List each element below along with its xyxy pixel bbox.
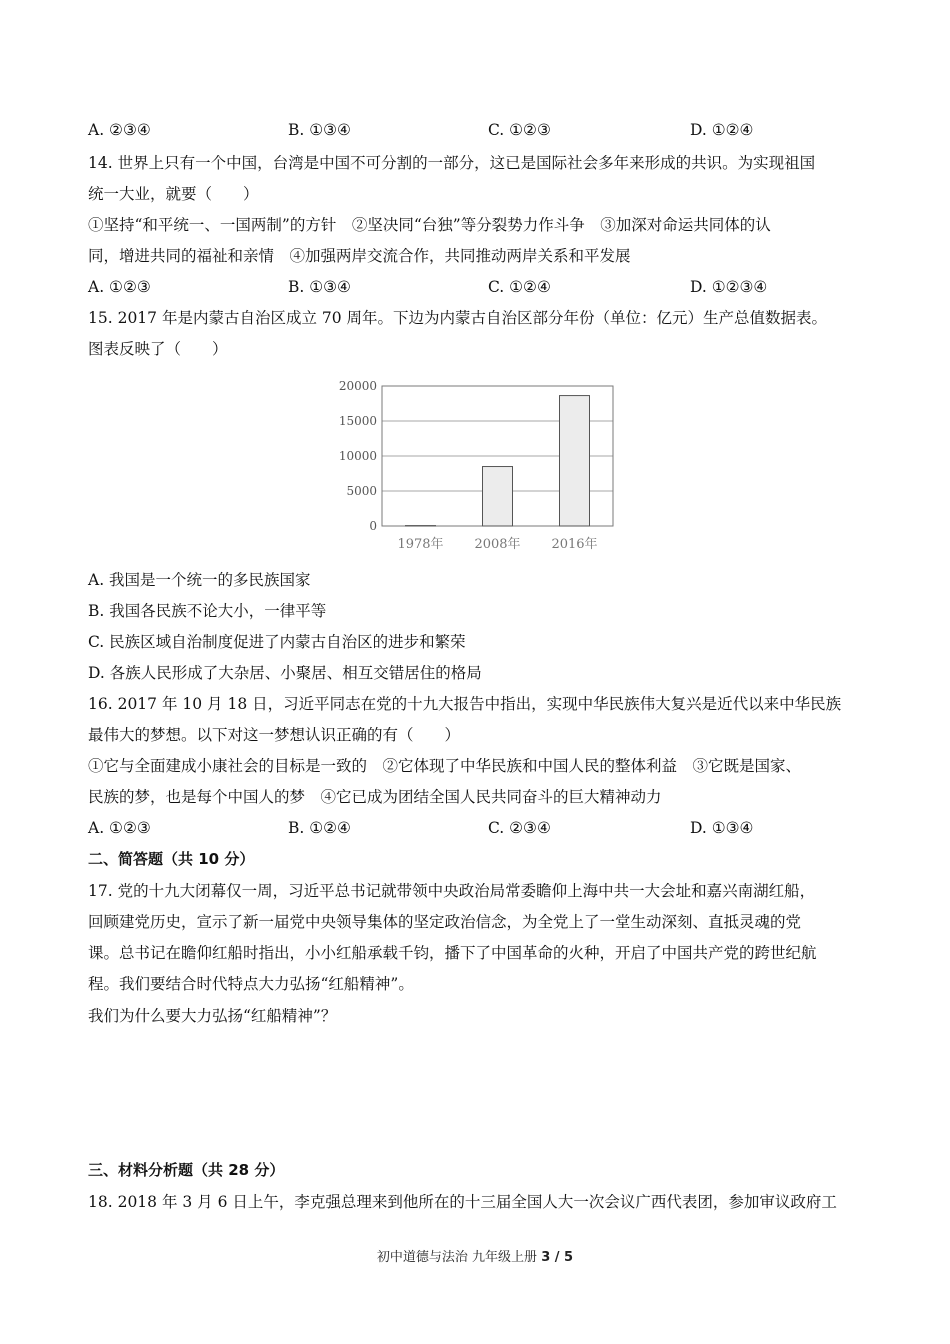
q15-option-d: D. 各族人民形成了大杂居、小聚居、相互交错居住的格局 — [88, 664, 482, 682]
page-number: 3 / 5 — [541, 1250, 574, 1265]
y-tick-label: 20000 — [338, 379, 377, 393]
section-2-heading: 二、简答题（共 10 分） — [88, 850, 255, 868]
bar — [483, 467, 513, 526]
y-tick-label: 15000 — [338, 414, 377, 428]
q14-statements-line-2: 同，增进共同的福祉和亲情 ④加强两岸交流合作，共同推动两岸关系和平发展 — [88, 247, 631, 265]
q14-option-b: B. ①③④ — [288, 278, 351, 296]
y-tick-label: 10000 — [338, 449, 377, 463]
q17-stem-line-3: 课。总书记在瞻仰红船时指出，小小红船承载千钧，播下了中国革命的火种，开启了中国共产党的跨世纪航 — [88, 944, 817, 962]
q13-option-b: B. ①③④ — [288, 121, 351, 139]
q16-statements-line-2: 民族的梦，也是每个中国人的梦 ④它已成为团结全国人民共同奋斗的巨大精神动力 — [88, 788, 662, 806]
q16-stem-line-2: 最伟大的梦想。以下对这一梦想认识正确的有（ ） — [88, 726, 461, 744]
q14-option-c: C. ①②④ — [488, 278, 551, 296]
x-tick-label: 2016年 — [551, 537, 598, 552]
q15-stem-line-2: 图表反映了（ ） — [88, 340, 228, 358]
q15-stem-line-1: 15. 2017 年是内蒙古自治区成立 70 周年。下边为内蒙古自治区部分年份（单位：亿元）生产总值数据表。 — [88, 309, 828, 327]
y-tick-label: 0 — [369, 519, 377, 533]
q17-stem-line-2: 回顾建党历史，宣示了新一届党中央领导集体的坚定政治信念，为全党上了一堂生动深刻、直抵灵魂的党 — [88, 913, 802, 931]
q14-statements-line-1: ①坚持“和平统一、一国两制”的方针 ②坚决同“台独”等分裂势力作斗争 ③加深对命运共同体的认 — [88, 216, 771, 234]
q15-option-b: B. 我国各民族不论大小，一律平等 — [88, 602, 327, 620]
q16-stem-line-1: 16. 2017 年 10 月 18 日，习近平同志在党的十九大报告中指出，实现中华民族伟大复兴是近代以来中华民族 — [88, 695, 842, 713]
footer-text: 初中道德与法治 九年级上册 — [376, 1250, 538, 1265]
q14-stem-line-2: 统一大业，就要（ ） — [88, 185, 259, 203]
q18-stem-line-1: 18. 2018 年 3 月 6 日上午，李克强总理来到他所在的十三届全国人大一次会议广西代表团，参加审议政府工 — [88, 1193, 837, 1211]
q17-question: 我们为什么要大力弘扬“红船精神”？ — [88, 1007, 337, 1025]
q13-option-a: A. ②③④ — [88, 121, 151, 139]
q17-stem-line-4: 程。我们要结合时代特点大力弘扬“红船精神”。 — [88, 975, 414, 993]
section-3-heading: 三、材料分析题（共 28 分） — [88, 1161, 285, 1179]
x-tick-label: 1978年 — [397, 537, 444, 552]
q15-option-a: A. 我国是一个统一的多民族国家 — [88, 571, 311, 589]
q14-option-d: D. ①②③④ — [690, 278, 768, 296]
page-footer — [0, 1246, 950, 1265]
q16-option-d: D. ①③④ — [690, 819, 754, 837]
q16-option-b: B. ①②④ — [288, 819, 351, 837]
x-tick-label: 2008年 — [474, 537, 521, 552]
bar — [560, 396, 590, 526]
q14-stem-line-1: 14. 世界上只有一个中国，台湾是中国不可分割的一部分，这已是国际社会多年来形成的共识。为实现祖国 — [88, 154, 816, 172]
q13-option-c: C. ①②③ — [488, 121, 551, 139]
q17-stem-line-1: 17. 党的十九大闭幕仅一周，习近平总书记就带领中央政治局常委瞻仰上海中共一大会址和嘉兴南湖红船， — [88, 882, 816, 900]
q16-option-c: C. ②③④ — [488, 819, 551, 837]
q13-option-d: D. ①②④ — [690, 121, 754, 139]
q15-option-c: C. 民族区域自治制度促进了内蒙古自治区的进步和繁荣 — [88, 633, 466, 651]
q14-option-a: A. ①②③ — [88, 278, 151, 296]
q16-statements-line-1: ①它与全面建成小康社会的目标是一致的 ②它体现了中华民族和中国人民的整体利益 ③它既是国家、 — [88, 757, 802, 775]
y-tick-label: 5000 — [346, 484, 377, 498]
gdp-bar-chart — [330, 372, 620, 560]
q16-option-a: A. ①②③ — [88, 819, 151, 837]
